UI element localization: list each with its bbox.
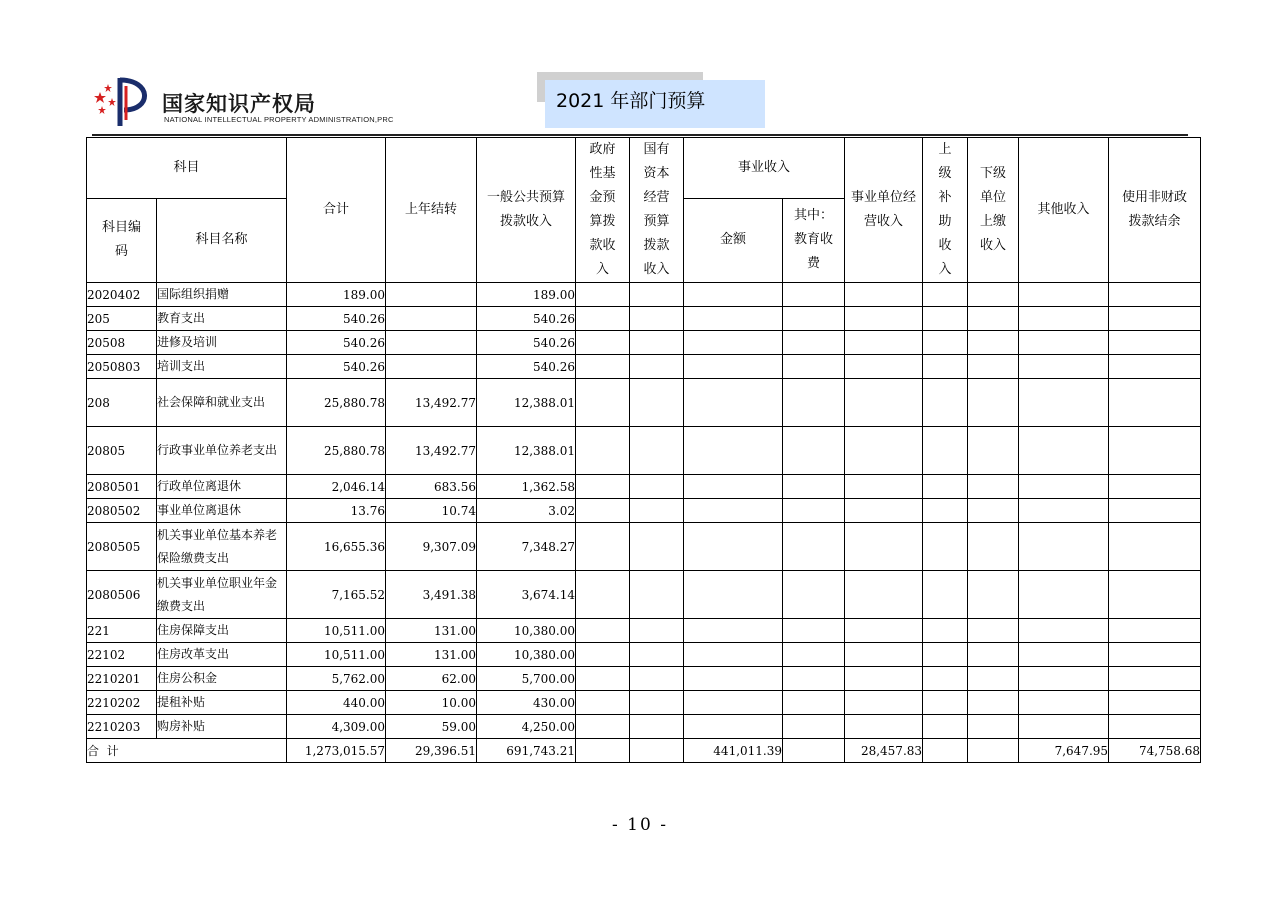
- row-general: 3.02: [477, 499, 576, 523]
- table-row: [87, 571, 1201, 619]
- row-name: 住房保障支出: [157, 619, 287, 643]
- header-code: 科目编码: [87, 198, 157, 282]
- page-title: 2021 年部门预算: [556, 90, 706, 112]
- row-name: 事业单位离退休: [157, 499, 287, 523]
- row-general: 10,380.00: [477, 619, 576, 643]
- row-total: 7,165.52: [287, 571, 386, 619]
- row-total: 4,309.00: [287, 715, 386, 739]
- totals-label: 合 计: [87, 739, 287, 763]
- row-code: 2080505: [87, 523, 157, 571]
- header-other-income: 其他收入: [1019, 138, 1109, 283]
- row-general: 7,348.27: [477, 523, 576, 571]
- row-carryover: 62.00: [386, 667, 477, 691]
- row-total: 10,511.00: [287, 619, 386, 643]
- row-carryover: [386, 307, 477, 331]
- table-row: [87, 283, 1201, 307]
- header-business-amount: 金额: [684, 198, 783, 282]
- row-general: 189.00: [477, 283, 576, 307]
- row-name: 进修及培训: [157, 331, 287, 355]
- header-business-income: 事业收入: [684, 138, 845, 199]
- row-code: 2210202: [87, 691, 157, 715]
- table-row: [87, 427, 1201, 475]
- table-row: [87, 691, 1201, 715]
- totals-non-fiscal-balance: 74,758.68: [1109, 739, 1201, 763]
- header-subject: 科目: [87, 138, 287, 199]
- table-row: [87, 355, 1201, 379]
- row-carryover: [386, 355, 477, 379]
- row-name: 社会保障和就业支出: [157, 379, 287, 427]
- logo: [90, 76, 400, 128]
- row-total: 16,655.36: [287, 523, 386, 571]
- row-total: 540.26: [287, 355, 386, 379]
- row-total: 440.00: [287, 691, 386, 715]
- page-number: - 10 -: [612, 815, 668, 835]
- row-total: 5,762.00: [287, 667, 386, 691]
- table-row: [87, 619, 1201, 643]
- row-general: 4,250.00: [477, 715, 576, 739]
- table-row: [87, 475, 1201, 499]
- row-total: 25,880.78: [287, 379, 386, 427]
- header-carryover: 上年结转: [386, 138, 477, 283]
- row-carryover: 59.00: [386, 715, 477, 739]
- row-carryover: 683.56: [386, 475, 477, 499]
- row-general: 1,362.58: [477, 475, 576, 499]
- row-general: 12,388.01: [477, 379, 576, 427]
- cnipa-emblem-icon: [90, 76, 160, 128]
- header-total: 合计: [287, 138, 386, 283]
- row-code: 221: [87, 619, 157, 643]
- row-code: 208: [87, 379, 157, 427]
- row-name: 住房公积金: [157, 667, 287, 691]
- row-carryover: [386, 331, 477, 355]
- logo-english-text: NATIONAL INTELLECTUAL PROPERTY ADMINISTRATION,PRC: [164, 115, 394, 124]
- row-code: 2080501: [87, 475, 157, 499]
- row-total: 2,046.14: [287, 475, 386, 499]
- row-carryover: 131.00: [386, 619, 477, 643]
- row-total: 540.26: [287, 307, 386, 331]
- row-carryover: [386, 283, 477, 307]
- row-name: 行政事业单位养老支出: [157, 427, 287, 475]
- table-row: [87, 379, 1201, 427]
- row-total: 10,511.00: [287, 643, 386, 667]
- row-code: 205: [87, 307, 157, 331]
- table-row: [87, 499, 1201, 523]
- row-name: 购房补贴: [157, 715, 287, 739]
- header-state-capital: 国有资本经营预算拨款收入: [630, 138, 684, 283]
- row-code: 22102: [87, 643, 157, 667]
- header-non-fiscal-balance: 使用非财政拨款结余: [1109, 138, 1201, 283]
- row-code: 2050803: [87, 355, 157, 379]
- totals-total: 1,273,015.57: [287, 739, 386, 763]
- row-general: 5,700.00: [477, 667, 576, 691]
- row-carryover: 10.74: [386, 499, 477, 523]
- header-name: 科目名称: [157, 198, 287, 282]
- totals-carryover: 29,396.51: [386, 739, 477, 763]
- header-business-edu: 其中：教育收费: [783, 198, 845, 282]
- row-code: 2080506: [87, 571, 157, 619]
- row-code: 2080502: [87, 499, 157, 523]
- row-general: 540.26: [477, 307, 576, 331]
- row-carryover: 131.00: [386, 643, 477, 667]
- totals-other-income: 7,647.95: [1019, 739, 1109, 763]
- budget-table: [86, 137, 1201, 763]
- table-row: [87, 307, 1201, 331]
- row-general: 12,388.01: [477, 427, 576, 475]
- row-carryover: 3,491.38: [386, 571, 477, 619]
- totals-row: [87, 739, 1201, 763]
- header-gov-fund: 政府性基金预算拨款收入: [576, 138, 630, 283]
- table-row: [87, 331, 1201, 355]
- row-total: 189.00: [287, 283, 386, 307]
- row-name: 行政单位离退休: [157, 475, 287, 499]
- row-carryover: 13,492.77: [386, 379, 477, 427]
- row-name: 住房改革支出: [157, 643, 287, 667]
- header-unit-operation: 事业单位经营收入: [845, 138, 923, 283]
- row-total: 25,880.78: [287, 427, 386, 475]
- row-code: 2020402: [87, 283, 157, 307]
- totals-business-amount: 441,011.39: [684, 739, 783, 763]
- header-rule: [92, 134, 1188, 136]
- row-name: 教育支出: [157, 307, 287, 331]
- logo-chinese-text: 国家知识产权局: [162, 92, 316, 116]
- row-general: 540.26: [477, 331, 576, 355]
- row-general: 430.00: [477, 691, 576, 715]
- row-name: 机关事业单位基本养老保险缴费支出: [157, 523, 287, 571]
- table-row: [87, 667, 1201, 691]
- row-code: 2210201: [87, 667, 157, 691]
- row-name: 提租补贴: [157, 691, 287, 715]
- row-general: 10,380.00: [477, 643, 576, 667]
- header-subordinate-payment: 下级单位上缴收入: [968, 138, 1019, 283]
- row-code: 20805: [87, 427, 157, 475]
- row-carryover: 9,307.09: [386, 523, 477, 571]
- row-total: 540.26: [287, 331, 386, 355]
- row-code: 20508: [87, 331, 157, 355]
- row-carryover: 10.00: [386, 691, 477, 715]
- row-name: 国际组织捐赠: [157, 283, 287, 307]
- row-carryover: 13,492.77: [386, 427, 477, 475]
- row-name: 机关事业单位职业年金缴费支出: [157, 571, 287, 619]
- table-row: [87, 643, 1201, 667]
- table-row: [87, 715, 1201, 739]
- totals-general: 691,743.21: [477, 739, 576, 763]
- totals-unit-operation: 28,457.83: [845, 739, 923, 763]
- row-general: 540.26: [477, 355, 576, 379]
- header-superior-subsidy: 上级补助收入: [923, 138, 968, 283]
- row-general: 3,674.14: [477, 571, 576, 619]
- row-code: 2210203: [87, 715, 157, 739]
- header-general-budget: 一般公共预算拨款收入: [477, 138, 576, 283]
- table-row: [87, 523, 1201, 571]
- row-total: 13.76: [287, 499, 386, 523]
- row-name: 培训支出: [157, 355, 287, 379]
